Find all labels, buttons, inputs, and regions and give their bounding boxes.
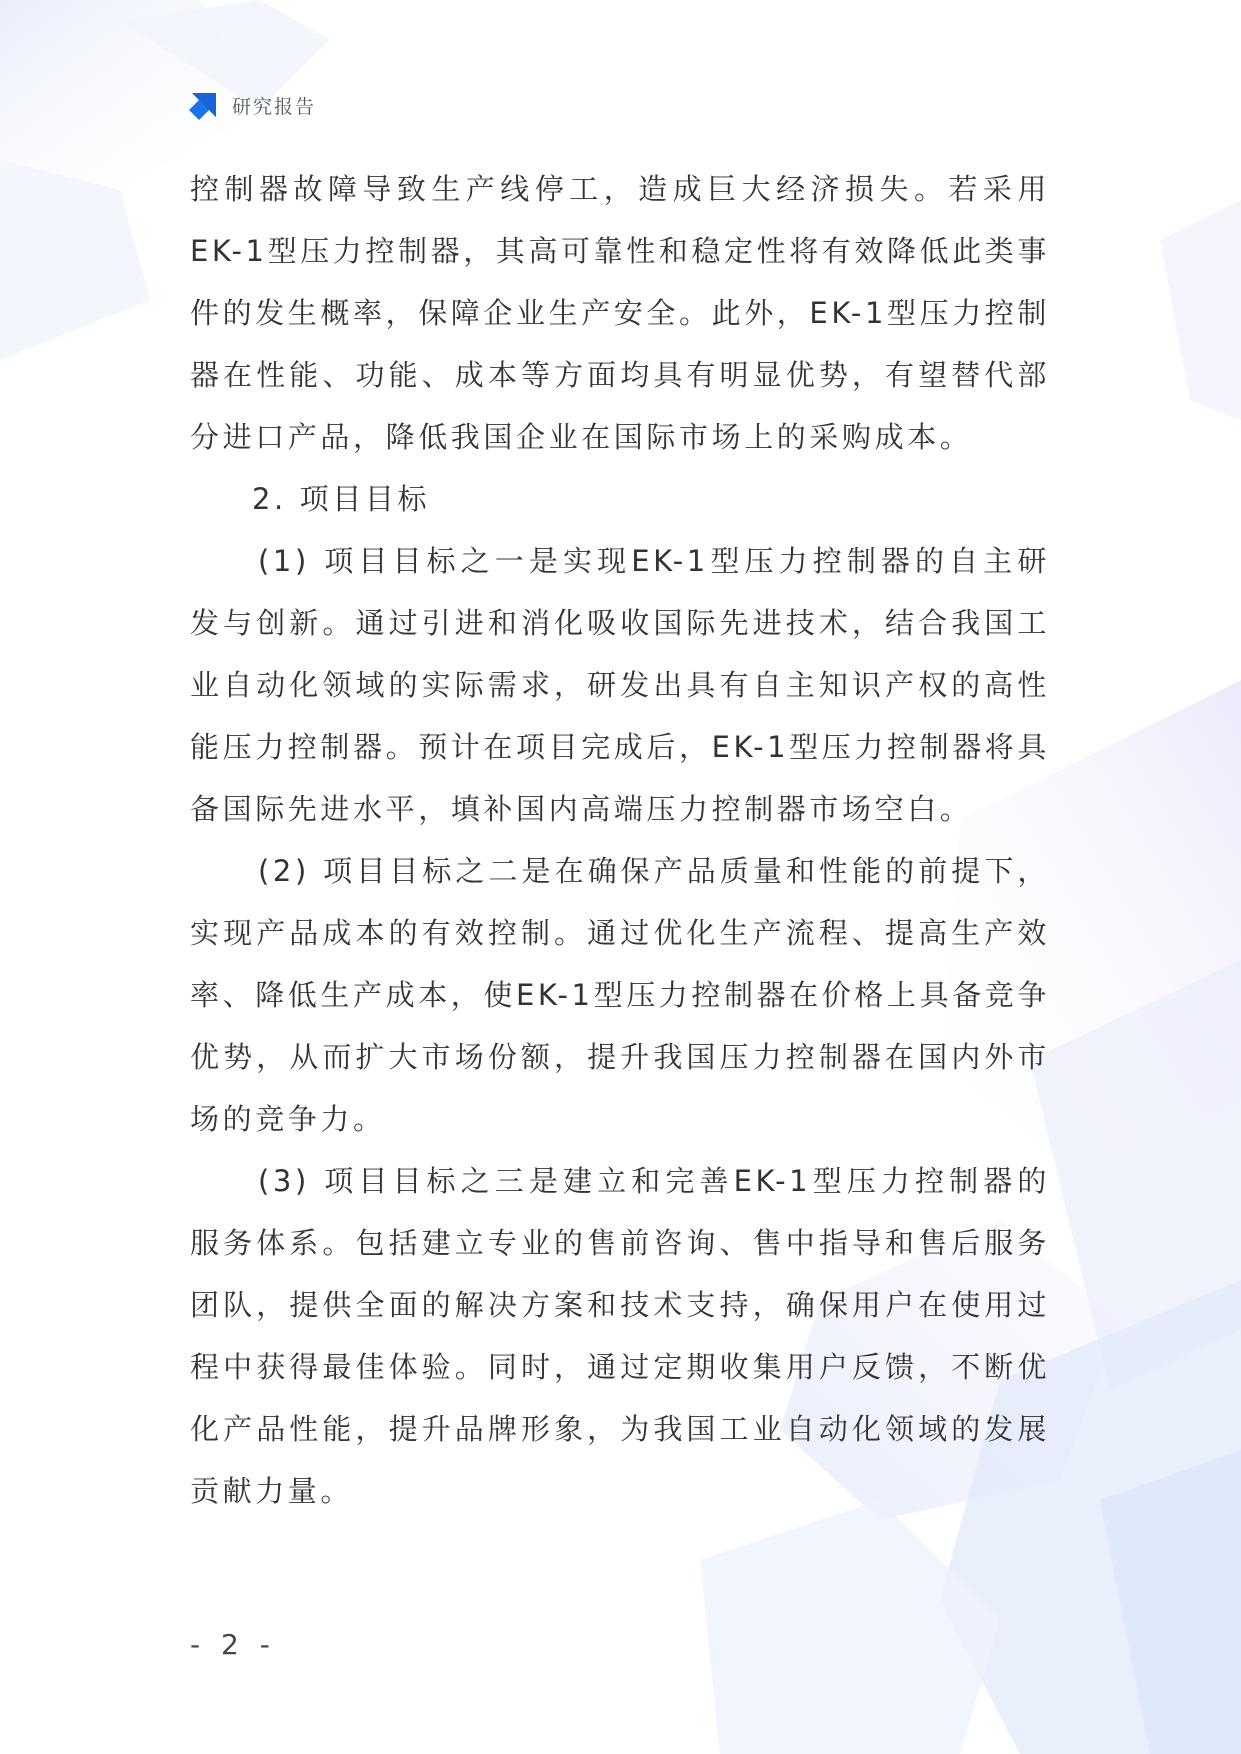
goal-paragraph-2: (2) 项目目标之二是在确保产品质量和性能的前提下，实现产品成本的有效控制。通过优化生产流程、提高生产效率、降低生产成本，使EK-1型压力控制器在价格上具备竞争优势，从而扩大市场份额，提升我国压力控制器在国内外市场的竞争力。 [190,854,1051,1136]
header-title: 研究报告 [232,95,317,118]
page-number: - 2 - [190,1628,276,1661]
continuation-paragraph: 控制器故障导致生产线停工，造成巨大经济损失。若采用EK-1型压力控制器，其高可靠性和稳定性将有效降低此类事件的发生概率，保障企业生产安全。此外，EK-1型压力控制器在性能、功能、成本等方面均具有明显优势，有望替代部分进口产品，降低我国企业在国际市场上的采购成本。 [190,172,1051,454]
goal-paragraph-3: (3) 项目目标之三是建立和完善EK-1型压力控制器的服务体系。包括建立专业的售前咨询、售中指导和售后服务团队，提供全面的解决方案和技术支持，确保用户在使用过程中获得最佳体验。同时，通过定期收集用户反馈，不断优化产品性能，提升品牌形象，为我国工业自动化领域的发展贡献力量。 [190,1164,1050,1508]
report-header [188,89,316,121]
section-heading: 2. 项目目标 [252,482,431,516]
arrow-logo-icon [188,89,220,121]
document-body [190,158,1050,1522]
goal-paragraph-1: (1) 项目目标之一是实现EK-1型压力控制器的自主研发与创新。通过引进和消化吸收国际先进技术，结合我国工业自动化领域的实际需求，研发出具有自主知识产权的高性能压力控制器。预计在项目完成后，EK-1型压力控制器将具备国际先进水平，填补国内高端压力控制器市场空白。 [190,544,1051,826]
